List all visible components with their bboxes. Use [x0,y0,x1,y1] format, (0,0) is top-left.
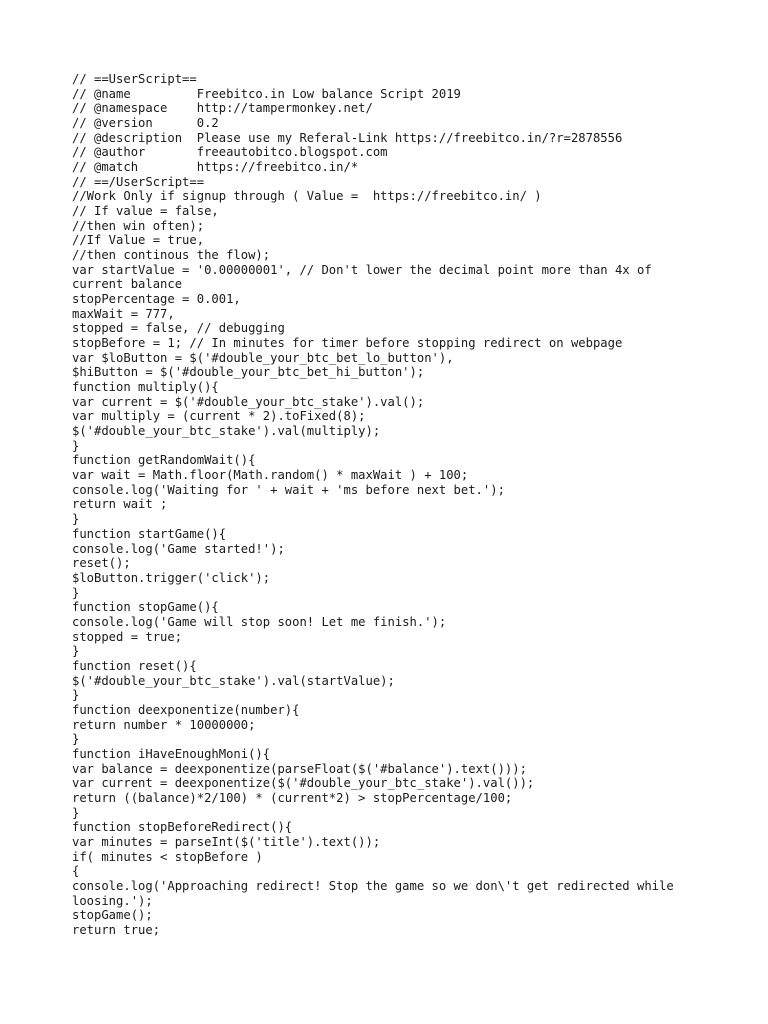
code-line: current balance [72,277,183,292]
code-line: var startValue = '0.00000001', // Don't lower the decimal point more than 4x of [72,262,652,277]
code-line: } [72,805,80,820]
code-line: function stopBeforeRedirect(){ [72,820,293,835]
code-line: // @author freeautobitco.blogspot.com [72,145,388,160]
code-line: //then continous the flow); [72,248,271,263]
code-line: function getRandomWait(){ [72,453,256,468]
code-line: var current = $('#double_your_btc_stake').val(); [72,394,425,409]
code-line: console.log('Game will stop soon! Let me finish.'); [72,614,447,629]
document-page [72,72,712,938]
code-line: stopped = true; [72,629,183,644]
code-line: //then win often); [72,218,205,233]
code-line: function reset(){ [72,658,197,673]
code-line: } [72,438,80,453]
code-line: var minutes = parseInt($('title').text()); [72,834,381,849]
code-line: // @match https://freebitco.in/* [72,160,359,175]
code-line: stopBefore = 1; // In minutes for timer before stopping redirect on webpage [72,336,623,351]
code-line: console.log('Waiting for ' + wait + 'ms before next bet.'); [72,482,505,497]
code-line: return true; [72,922,161,937]
code-line: stopped = false, // debugging [72,321,285,336]
code-line: var balance = deexponentize(parseFloat($('#balance').text())); [72,761,527,776]
code-line: $loButton.trigger('click'); [72,570,271,585]
code-line: } [72,688,80,703]
code-line: $('#double_your_btc_stake').val(multiply); [72,424,381,439]
code-line: function iHaveEnoughMoni(){ [72,746,271,761]
code-line: //Work Only if signup through ( Value = https://freebitco.in/ ) [72,189,542,204]
code-line: console.log('Game started!'); [72,541,285,556]
code-line: var multiply = (current * 2).toFixed(8); [72,409,366,424]
code-line: // If value = false, [72,204,219,219]
code-line: } [72,585,80,600]
code-line: // ==UserScript== [72,72,197,86]
code-line: // @description Please use my Referal-Link https://freebitco.in/?r=2878556 [72,130,623,145]
code-line: function stopGame(){ [72,600,219,615]
code-line: function multiply(){ [72,380,219,395]
code-line: var $loButton = $('#double_your_btc_bet_lo_button'), [72,350,454,365]
code-line: stopPercentage = 0.001, [72,292,241,307]
code-line: // ==/UserScript== [72,174,205,189]
code-line: var current = deexponentize($('#double_your_btc_stake').val()); [72,776,535,791]
code-line: reset(); [72,556,131,571]
code-line: } [72,732,80,747]
code-line: return wait ; [72,497,168,512]
code-line: } [72,644,80,659]
code-line: maxWait = 777, [72,306,175,321]
code-line: { [72,864,80,879]
code-line: $hiButton = $('#double_your_btc_bet_hi_button'); [72,365,425,380]
code-line: return ((balance)*2/100) * (current*2) > stopPercentage/100; [72,790,513,805]
code-line: console.log('Approaching redirect! Stop the game so we don\'t get redirected while [72,878,674,893]
code-line: function startGame(){ [72,526,227,541]
code-line: } [72,512,80,527]
code-line: // @name Freebitco.in Low balance Script 2019 [72,86,461,101]
code-line: // @version 0.2 [72,116,219,131]
code-line: stopGame(); [72,908,153,923]
code-line: if( minutes < stopBefore ) [72,849,263,864]
code-line: return number * 10000000; [72,717,256,732]
code-line: //If Value = true, [72,233,205,248]
code-line: loosing.'); [72,893,153,908]
code-line: $('#double_your_btc_stake').val(startValue); [72,673,395,688]
code-line: function deexponentize(number){ [72,702,300,717]
code-line: // @namespace http://tampermonkey.net/ [72,101,373,116]
code-line: var wait = Math.floor(Math.random() * maxWait ) + 100; [72,468,469,483]
